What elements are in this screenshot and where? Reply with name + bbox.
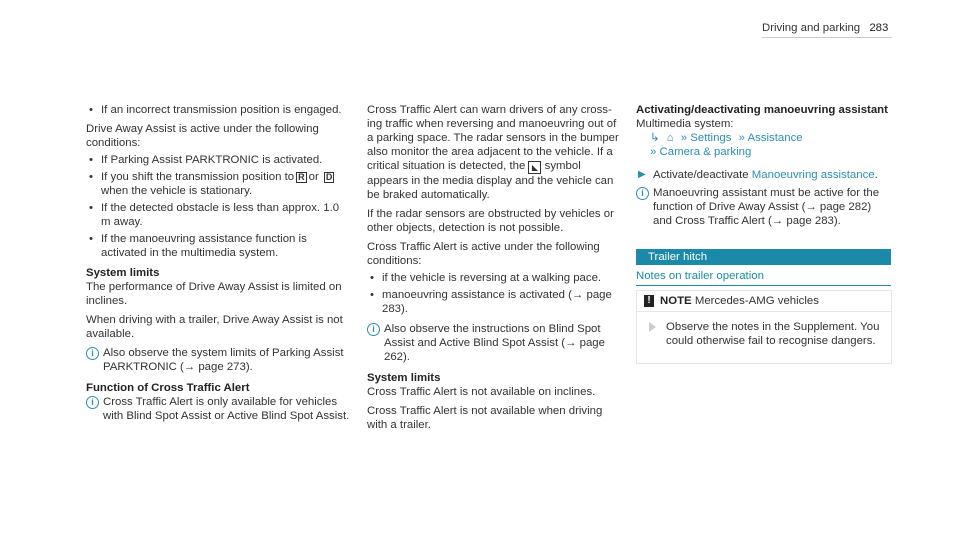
info-manoeuvring-active xyxy=(636,186,892,228)
limits-inclines: The performance of Drive Away Assist is limited on inclines. xyxy=(86,281,342,307)
bullet-multimedia-activation: • If the manoeuvring assistance function is activated in the multimedia system. xyxy=(86,232,351,260)
play-step-icon xyxy=(649,322,656,332)
info-cross-traffic-availability xyxy=(86,395,351,423)
running-header xyxy=(762,21,892,35)
info-manoeuvring-text: Manoeuvring assistant must be active for the function of Drive Away Assist (→ page 282) and Cross Traffic Alert (→ page 283). xyxy=(653,187,880,227)
heading-cross-traffic: Function of Cross Traffic Alert xyxy=(86,382,250,394)
bullet-manoeuvring-activated: • manoeuvring assistance is activated (→ page 283). xyxy=(367,288,621,316)
play-step-icon: ▶ xyxy=(638,169,646,180)
gear-r-icon: R xyxy=(298,172,305,182)
heading-system-limits-2: System limits xyxy=(367,372,441,384)
return-arrow-icon: ↳ xyxy=(650,132,660,144)
manoeuvring-assistance-link[interactable]: Manoeuvring assistance xyxy=(751,169,875,181)
multimedia-label: Multimedia system: xyxy=(636,118,734,130)
info-cross-traffic-text: Cross Traffic Alert is only available for vehicles with Blind Spot Assist or Active Blind Spot Assist. xyxy=(103,396,350,422)
note-heading xyxy=(660,294,819,308)
section-title: Trailer hitch xyxy=(648,251,708,263)
bullet-obstacle-distance: • If the detected obstacle is less than approx. 1.0 m away. xyxy=(86,201,351,229)
heading-activating: Activating/deactivating manoeuvring assistant xyxy=(636,104,888,116)
warning-icon: ! xyxy=(644,295,654,307)
subsection-trailer-notes: Notes on trailer operation xyxy=(636,269,891,286)
conditions-intro: Drive Away Assist is active under the following conditions: xyxy=(86,123,319,149)
cross-traffic-symbol-icon: ◣ xyxy=(528,161,541,174)
step-activate xyxy=(636,168,892,182)
cross-traffic-text-post: symbol appears in the media display and the vehicle can be braked automatically. xyxy=(367,160,614,201)
menu-path-row-2 xyxy=(636,145,892,159)
heading-system-limits: System limits xyxy=(86,267,160,279)
info-parktronic-text: Also observe the system limits of Parking Assist PARKTRONIC (→ page 273). xyxy=(103,347,344,373)
note-body: Observe the notes in the Supplement. You could otherwise fail to recognise dangers. xyxy=(666,321,880,347)
info-parktronic-limits xyxy=(86,346,351,374)
note-subtitle: Mercedes-AMG vehicles xyxy=(694,295,819,307)
chevron-right-icon: » xyxy=(650,146,657,158)
header-rule xyxy=(762,37,892,38)
info-blind-spot-text: Also observe the instructions on Blind Spot Assist and Active Blind Spot Assist (→ page 262). xyxy=(384,323,605,363)
menu-path-row-1 xyxy=(636,131,892,145)
menu-settings[interactable]: Settings xyxy=(690,132,732,144)
bullet-incorrect-position: • If an incorrect transmission position is engaged. xyxy=(86,103,351,117)
limits-trailer-2: Cross Traffic Alert is not available when driving with a trailer. xyxy=(367,405,603,431)
section-bar-trailer-hitch xyxy=(636,249,891,265)
info-icon: i xyxy=(636,187,649,200)
column-1 xyxy=(86,103,351,423)
info-blind-spot xyxy=(367,322,621,364)
menu-camera-parking[interactable]: Camera & parking xyxy=(659,146,752,158)
radar-obstructed: If the radar sensors are obstructed by vehicles or other objects, detection is not possible. xyxy=(367,208,614,234)
note-header xyxy=(637,291,891,312)
note-title: NOTE xyxy=(660,295,692,307)
info-icon: i xyxy=(86,396,99,409)
info-icon: i xyxy=(86,347,99,360)
bullet-walking-pace: • if the vehicle is reversing at a walking pace. xyxy=(367,271,621,285)
gear-text-mid: or xyxy=(308,171,319,183)
note-box xyxy=(636,290,892,364)
page-number: 283 xyxy=(869,22,889,34)
home-icon[interactable]: ⌂ xyxy=(666,132,674,144)
info-icon: i xyxy=(367,323,380,336)
header-title: Driving and parking xyxy=(762,22,861,34)
limits-inclines-2: Cross Traffic Alert is not available on inclines. xyxy=(367,386,596,398)
chevron-right-icon: » xyxy=(680,132,688,144)
chevron-right-icon: » xyxy=(738,132,745,144)
gear-d-icon: D xyxy=(325,172,333,182)
menu-assistance[interactable]: Assistance xyxy=(747,132,803,144)
limits-trailer: When driving with a trailer, Drive Away Assist is not available. xyxy=(86,314,343,340)
cross-traffic-description xyxy=(367,103,621,202)
bullet-gear-shift xyxy=(86,170,351,198)
conditions-intro-2: Cross Traffic Alert is active under the following conditions: xyxy=(367,241,600,267)
step-text: Activate/deactivate xyxy=(653,169,749,181)
column-3 xyxy=(636,103,892,228)
gear-text-post: when the vehicle is stationary. xyxy=(101,185,253,197)
bullet-parktronic: • If Parking Assist PARKTRONIC is activated. xyxy=(86,153,351,167)
cross-traffic-text-pre: Cross Traffic Alert can warn drivers of any cross-ing traffic when reversing and manoeuvring out of a parking space. The radar sensors in the bumper also monitor the area adjacent to the vehicle. If a critical situation is detected, the xyxy=(367,104,619,172)
step-post: . xyxy=(874,169,878,181)
gear-text-pre: If you shift the transmission position to xyxy=(101,171,295,183)
column-2 xyxy=(367,103,621,432)
